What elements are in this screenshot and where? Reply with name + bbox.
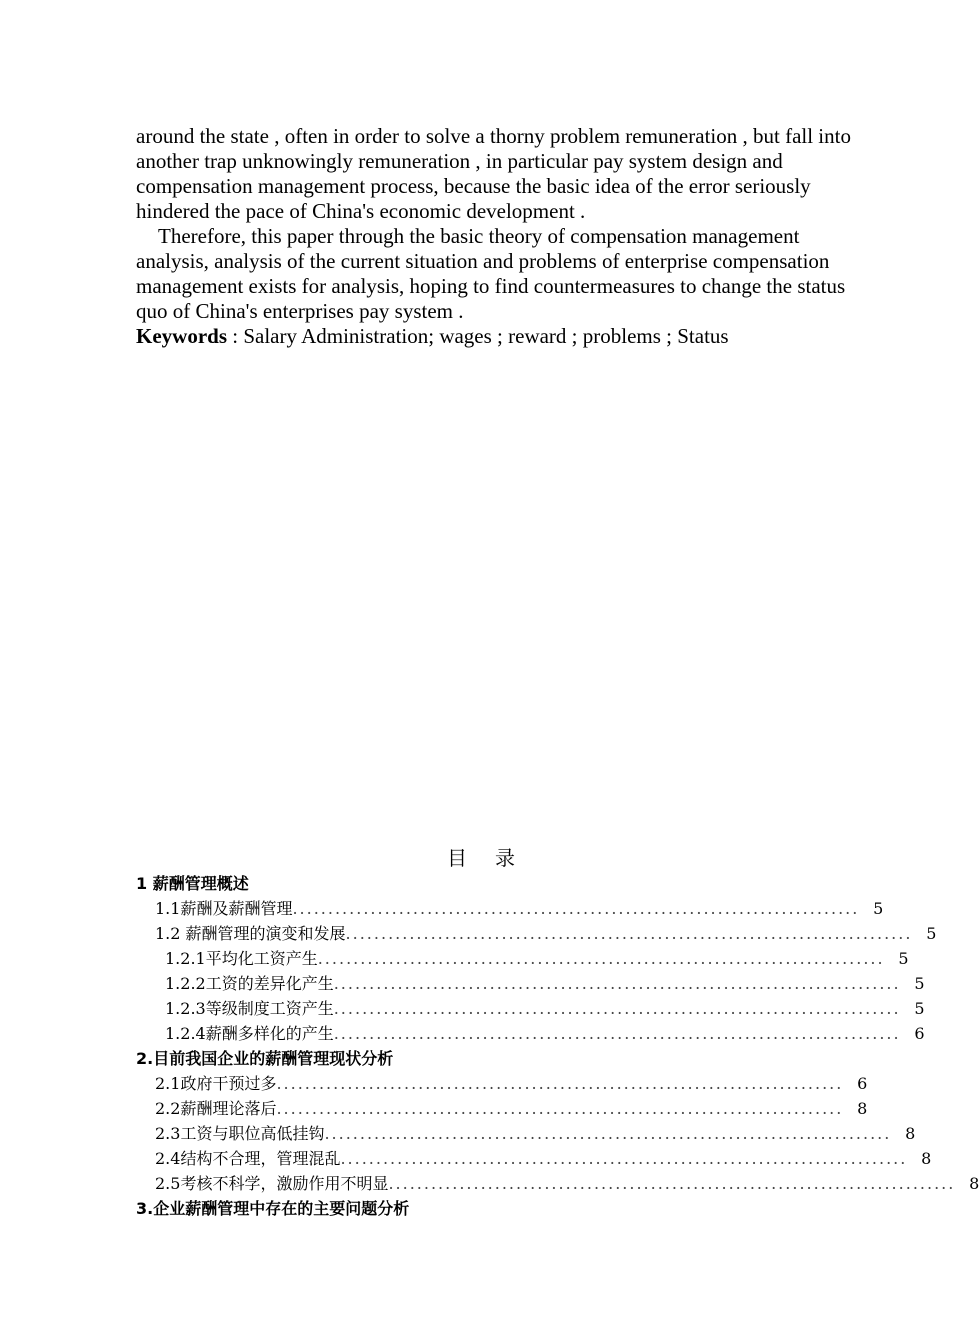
toc-entry-subsection[interactable]	[136, 1021, 925, 1046]
toc-entry-label: 2.3工资与职位高低挂钩	[155, 1124, 325, 1143]
toc-leader-dots: ................................................................................	[333, 999, 901, 1018]
abstract-paragraph-2: Therefore, this paper through the basic theory of compensation management analysis, analysis of the current situation and problems of enterprise compensation management exists for analysis, hoping to find countermeasures to change the status quo of China's enterprises pay system .	[136, 224, 846, 323]
toc-entry-subsection[interactable]	[136, 971, 925, 996]
table-of-contents	[136, 871, 979, 1221]
toc-leader-dots: ................................................................................	[276, 1099, 844, 1118]
keywords-line	[136, 324, 864, 349]
toc-entry-label: 2.5考核不科学，激励作用不明显	[155, 1174, 389, 1193]
toc-page-number: 5	[914, 999, 925, 1018]
toc-leader-dots: ................................................................................	[333, 1024, 901, 1043]
toc-page-number: 5	[914, 974, 925, 993]
toc-entry-chapter[interactable]	[136, 871, 836, 896]
toc-entry-section[interactable]	[136, 1121, 916, 1146]
abstract-paragraph-1: around the state , often in order to solve a thorny problem remuneration , but fall into another trap unknowingly remuneration , in particular pay system design and compensation management process, because the basic idea of the error seriously hindered the pace of China's economic development .	[136, 124, 851, 223]
toc-entry-label: 1.1薪酬及薪酬管理	[155, 899, 293, 918]
toc-entry-subsection[interactable]	[136, 946, 909, 971]
toc-entry-label: 2.目前我国企业的薪酬管理现状分析	[136, 1049, 394, 1068]
toc-page-number: 8	[905, 1124, 916, 1143]
toc-entry-section[interactable]	[136, 1171, 979, 1196]
toc-page-number: 6	[857, 1074, 868, 1093]
toc-entry-section[interactable]	[136, 921, 937, 946]
toc-entry-label: 1.2.4薪酬多样化的产生	[165, 1024, 334, 1043]
keywords-text: : Salary Administration; wages ; reward ; problems ; Status	[227, 324, 729, 348]
toc-page-number: 8	[921, 1149, 932, 1168]
toc-page-number: 5	[926, 924, 937, 943]
toc-page-number: 8	[969, 1174, 979, 1193]
toc-entry-label: 1.2.3等级制度工资产生	[165, 999, 334, 1018]
abstract-section	[136, 124, 864, 349]
toc-leader-dots: ................................................................................	[388, 1174, 956, 1193]
toc-entry-section[interactable]	[136, 1071, 868, 1096]
toc-leader-dots: ................................................................................	[345, 924, 913, 943]
toc-page-number: 5	[873, 899, 884, 918]
toc-leader-dots: ................................................................................	[333, 974, 901, 993]
toc-entry-subsection[interactable]	[136, 996, 925, 1021]
toc-leader-dots: ................................................................................	[292, 899, 860, 918]
toc-entry-label: 2.1政府干预过多	[155, 1074, 277, 1093]
toc-leader-dots: ................................................................................	[340, 1149, 908, 1168]
toc-entry-label: 3.企业薪酬管理中存在的主要问题分析	[136, 1199, 410, 1218]
toc-title: 目录	[447, 846, 543, 870]
toc-entry-label: 2.4结构不合理，管理混乱	[155, 1149, 341, 1168]
toc-entry-label: 1.2.1平均化工资产生	[165, 949, 318, 968]
toc-entry-label: 1 薪酬管理概述	[136, 874, 249, 893]
toc-entry-label: 1.2.2工资的差异化产生	[165, 974, 334, 993]
toc-entry-chapter[interactable]	[136, 1046, 836, 1071]
toc-entry-label: 2.2薪酬理论落后	[155, 1099, 277, 1118]
toc-entry-section[interactable]	[136, 1146, 932, 1171]
toc-leader-dots: ................................................................................	[317, 949, 885, 968]
toc-leader-dots: ................................................................................	[276, 1074, 844, 1093]
toc-leader-dots: ................................................................................	[324, 1124, 892, 1143]
keywords-label: Keywords	[136, 324, 227, 348]
toc-entry-label: 1.2 薪酬管理的演变和发展	[155, 924, 346, 943]
toc-page-number: 6	[914, 1024, 925, 1043]
toc-entry-section[interactable]	[136, 896, 884, 921]
toc-page-number: 8	[857, 1099, 868, 1118]
toc-entry-chapter[interactable]	[136, 1196, 836, 1221]
toc-page-number: 5	[898, 949, 909, 968]
toc-entry-section[interactable]	[136, 1096, 868, 1121]
